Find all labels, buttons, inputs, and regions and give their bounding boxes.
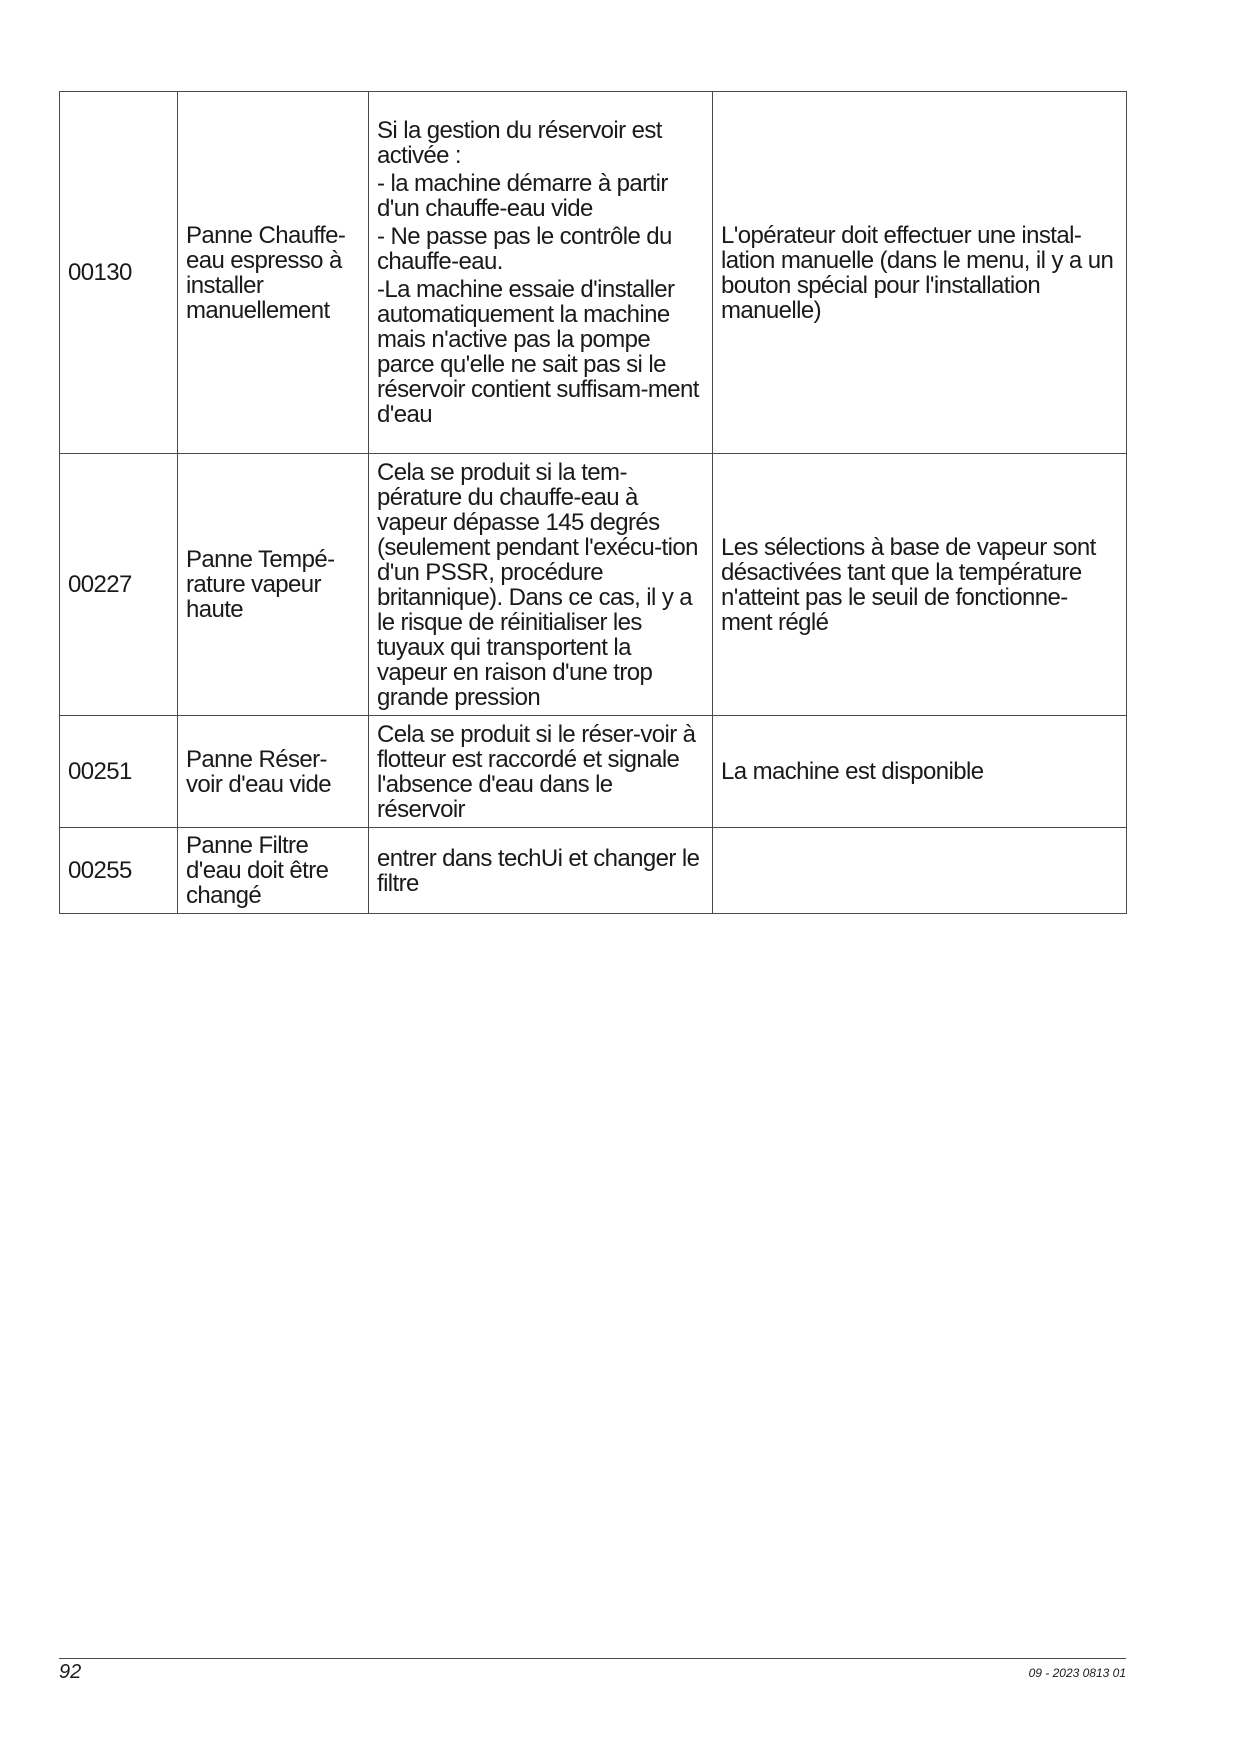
table-row xyxy=(60,92,1127,454)
fault-action: Les sélections à base de vapeur sont désactivées tant que la température n'atteint pas le seuil de fonctionne-ment réglé xyxy=(713,454,1127,716)
page-number: 92 xyxy=(59,1661,82,1683)
fault-code: 00251 xyxy=(60,716,178,828)
fault-cause xyxy=(369,454,713,716)
table-row xyxy=(60,828,1127,914)
footer-divider xyxy=(59,1658,1126,1659)
cause-paragraph: - la machine démarre à partir d'un chauffe-eau vide xyxy=(377,170,668,222)
fault-cause xyxy=(369,828,713,914)
table-row xyxy=(60,454,1127,716)
fault-action: La machine est disponible xyxy=(713,716,1127,828)
fault-action: L'opérateur doit effectuer une instal-lation manuelle (dans le menu, il y a un bouton spécial pour l'installation manuelle) xyxy=(713,92,1127,454)
cause-paragraph: entrer dans techUi et changer le filtre xyxy=(377,844,700,897)
table-row xyxy=(60,716,1127,828)
document-reference: 09 - 2023 0813 01 xyxy=(1028,1666,1126,1680)
fault-cause xyxy=(369,92,713,454)
fault-code: 00255 xyxy=(60,828,178,914)
fault-action xyxy=(713,828,1127,914)
cause-paragraph: Si la gestion du réservoir est activée : xyxy=(377,117,662,169)
cause-paragraph: - Ne passe pas le contrôle du chauffe-eau. xyxy=(377,223,672,275)
fault-code: 00227 xyxy=(60,454,178,716)
fault-description: Panne Tempé-rature vapeur haute xyxy=(178,454,369,716)
fault-code: 00130 xyxy=(60,92,178,454)
fault-code-table xyxy=(59,91,1127,914)
cause-paragraph: Cela se produit si la tem-pérature du chauffe-eau à vapeur dépasse 145 degrés (seulement pendant l'exécu-tion d'un PSSR, procédure britannique). Dans ce cas, il y a le risque de réinitialiser les tuyaux qui transportent la vapeur en raison d'une trop grande pression xyxy=(377,458,698,711)
fault-description: Panne Réser-voir d'eau vide xyxy=(178,716,369,828)
cause-paragraph: Cela se produit si le réser-voir à flotteur est raccordé et signale l'absence d'eau dans le réservoir xyxy=(377,720,696,823)
fault-description: Panne Filtre d'eau doit être changé xyxy=(178,828,369,914)
fault-description: Panne Chauffe-eau espresso à installer manuellement xyxy=(178,92,369,454)
cause-paragraph: -La machine essaie d'installer automatiquement la machine mais n'active pas la pompe parce qu'elle ne sait pas si le réservoir contient suffisam-ment d'eau xyxy=(377,276,699,428)
fault-cause xyxy=(369,716,713,828)
